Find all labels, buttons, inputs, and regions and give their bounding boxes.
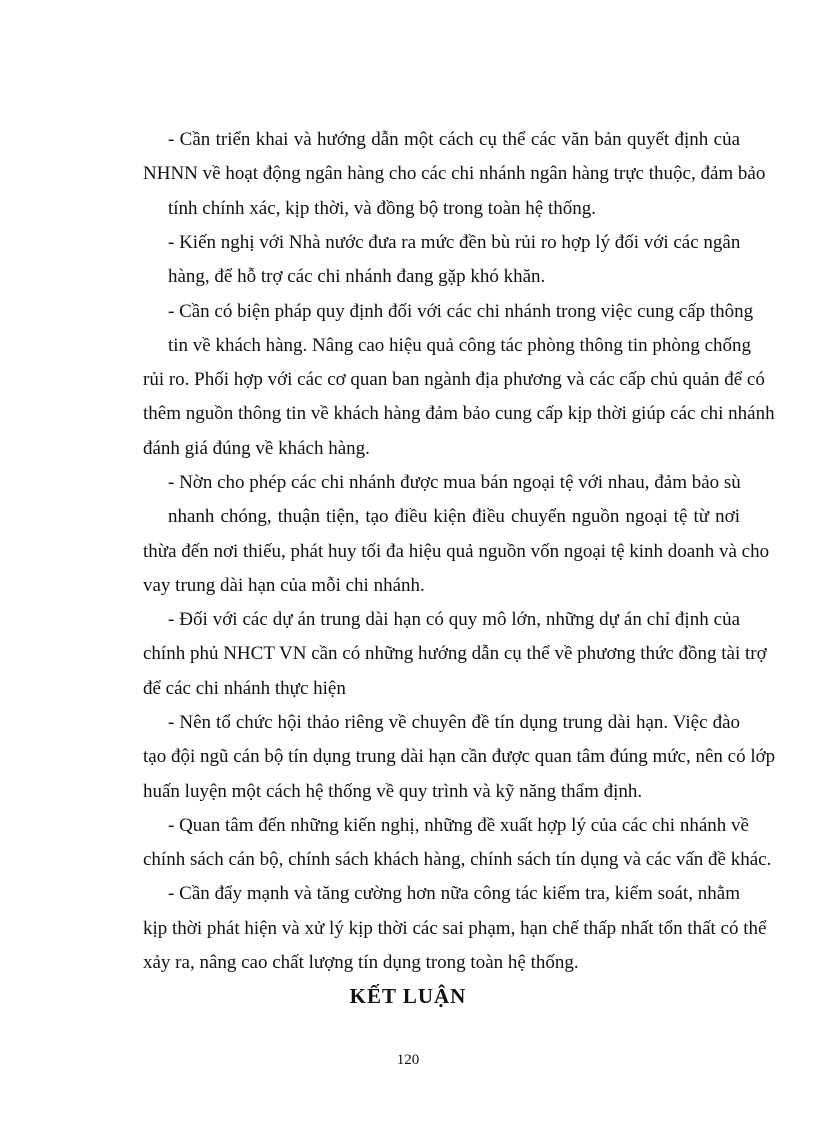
text-line: hàng, để hỗ trợ các chi nhánh đang gặp khó khăn. — [168, 266, 546, 287]
text-line: - Quan tâm đến những kiến nghị, những đề xuất hợp lý của các chi nhánh về — [168, 815, 749, 836]
text-line: tính chính xác, kịp thời, và đồng bộ trong toàn hệ thống. — [168, 198, 596, 219]
text-line: - Nờn cho phép các chi nhánh được mua bán ngoại tệ với nhau, đảm bảo sù — [168, 472, 741, 493]
text-line: tạo đội ngũ cán bộ tín dụng trung dài hạn cần được quan tâm đúng mức, nên có lớp — [143, 746, 776, 767]
text-line: - Kiến nghị với Nhà nước đưa ra mức đền bù rủi ro hợp lý đối với các ngân — [168, 232, 741, 253]
text-line: chính sách cán bộ, chính sách khách hàng, chính sách tín dụng và các vấn đề khác. — [143, 849, 772, 870]
text-line: thừa đến nơi thiếu, phát huy tối đa hiệu quả nguồn vốn ngoại tệ kinh doanh và cho — [143, 541, 770, 562]
page-number: 120 — [396, 1052, 420, 1068]
text-line: - Cần có biện pháp quy định đối với các chi nhánh trong việc cung cấp thông — [168, 301, 754, 322]
text-line: NHNN về hoạt động ngân hàng cho các chi nhánh ngân hàng trực thuộc, đảm bảo — [143, 163, 766, 184]
text-line: - Cần triển khai và hướng dẫn một cách cụ thể các văn bản quyết định của — [168, 129, 740, 150]
text-line: đánh giá đúng về khách hàng. — [143, 438, 370, 459]
text-line: - Cần đẩy mạnh và tăng cường hơn nữa công tác kiểm tra, kiểm soát, nhằm — [168, 883, 740, 904]
text-line: huấn luyện một cách hệ thống về quy trình và kỹ năng thẩm định. — [143, 781, 643, 802]
text-line: tin về khách hàng. Nâng cao hiệu quả công tác phòng thông tin phòng chống — [168, 335, 752, 356]
text-line: rủi ro. Phối hợp với các cơ quan ban ngành địa phương và các cấp chủ quản để có — [143, 369, 765, 390]
text-line: chính phủ NHCT VN cần có những hướng dẫn cụ thể về phương thức đồng tài trợ — [143, 643, 767, 664]
text-line: xảy ra, nâng cao chất lượng tín dụng trong toàn hệ thống. — [143, 952, 579, 973]
text-line: để các chi nhánh thực hiện — [143, 678, 346, 699]
text-line: nhanh chóng, thuận tiện, tạo điều kiện điều chuyển nguồn ngoại tệ từ nơi — [168, 506, 740, 527]
section-heading: KẾT LUẬN — [349, 984, 467, 1008]
text-line: thêm nguồn thông tin về khách hàng đảm bảo cung cấp kịp thời giúp các chi nhánh — [143, 403, 775, 424]
text-line: - Đối với các dự án trung dài hạn có quy mô lớn, những dự án chỉ định của — [168, 609, 740, 630]
text-line: kịp thời phát hiện và xử lý kịp thời các sai phạm, hạn chế thấp nhất tổn thất có thể — [143, 918, 767, 939]
text-line: - Nên tổ chức hội thảo riêng về chuyên đề tín dụng trung dài hạn. Việc đào — [168, 712, 740, 733]
text-line: vay trung dài hạn của mỗi chi nhánh. — [143, 575, 425, 596]
